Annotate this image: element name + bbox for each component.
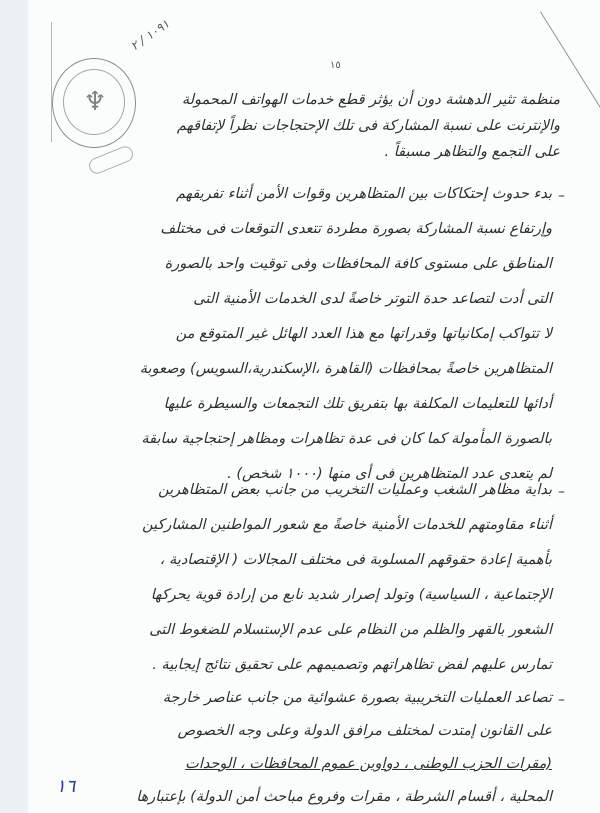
- intro-paragraph: [120, 92, 560, 172]
- text-line: لا تتواكب إمكانياتها وقدراتها مع هذا العدد الهائل غير المتوقع من: [175, 326, 552, 342]
- text-line: بداية مظاهر الشغب وعمليات التخريب من جانب بعض المتظاهرين: [158, 482, 552, 498]
- text-line: تمارس عليهم لفض تظاهراتهم وتصميمهم على تحقيق نتائج إيجابية .: [152, 657, 552, 673]
- stamp-inner-ring: [63, 69, 125, 135]
- margin-rule: [51, 22, 52, 142]
- text-line: التى أدت لتصاعد حدة التوتر خاصةً لدى الخدمات الأمنية التى: [193, 291, 552, 307]
- page-number: ١٥: [330, 60, 341, 71]
- text-line: تصاعد العمليات التخريبية بصورة عشوائية من جانب عناصر خارجة: [162, 690, 552, 706]
- text-line: على التجمع والتظاهر مسبقاً .: [384, 144, 560, 160]
- text-line: أدائها للتعليمات المكلفة بها بتفريق تلك التجمعات والسيطرة عليها: [163, 396, 552, 412]
- text-line-underlined: (مقرات الحزب الوطنى ، دواوين عموم المحافظات ، الوحدات: [185, 756, 552, 772]
- eagle-emblem-icon: ♆: [83, 87, 107, 117]
- text-line: بأهمية إعادة حقوقهم المسلوبة فى مختلف المجالات ( الإقتصادية ،: [159, 552, 552, 568]
- bullet-paragraph-3: [120, 690, 552, 810]
- text-line: المتظاهرين خاصةً بمحافظات (القاهرة ،الإسكندرية،السويس) وصعوبة: [139, 361, 552, 377]
- text-line: بدء حدوث إحتكاكات بين المتظاهرين وقوات الأمن أثناء تفريقهم: [176, 186, 552, 202]
- text-line: منظمة تثير الدهشة دون أن يؤثر قطع خدمات الهواتف المحمولة: [181, 92, 560, 108]
- text-line: والإنترنت على نسبة المشاركة فى تلك الإحتجاجات نظراً لإتفاقهم: [176, 118, 560, 134]
- bullet-paragraph-1: [120, 186, 552, 506]
- text-line: المناطق على مستوى كافة المحافظات وفى توقيت واحد بالصورة: [164, 256, 552, 272]
- bullet-paragraph-2: [120, 482, 552, 682]
- handwritten-annotation-top: ١٠٩١ / ٢: [127, 16, 172, 54]
- text-line: لم يتعدى عدد المتظاهرين فى أى منها (١٠٠٠ شخص) .: [227, 466, 552, 482]
- text-line: بالصورة المأمولة كما كان فى عدة تظاهرات ومظاهر إحتجاجية سابقة: [141, 431, 552, 447]
- text-line: أثناء مقاومتهم للخدمات الأمنية خاصةً مع شعور المواطنين المشاركين: [142, 517, 552, 533]
- text-line: الإجتماعية ، السياسية) وتولد إصرار شديد نابع من إرادة قوية يحركها: [150, 587, 552, 603]
- text-line: المحلية ، أقسام الشرطة ، مقرات وفروع مباحث أمن الدولة) بإعتبارها: [136, 789, 552, 805]
- bullet-dash: –: [558, 484, 565, 500]
- text-line: على القانون إمتدت لمختلف مرافق الدولة وعلى وجه الخصوص: [177, 723, 552, 739]
- bullet-dash: –: [558, 188, 565, 204]
- scan-margin: [0, 0, 28, 813]
- text-line: الشعور بالقهر والظلم من النظام على عدم الإستسلام للضغوط التى: [149, 622, 552, 638]
- handwritten-annotation-bottom: ١٦: [56, 776, 76, 797]
- text-line: وإرتفاع نسبة المشاركة بصورة مطردة تتعدى التوقعات فى مختلف: [160, 221, 552, 237]
- bullet-dash: –: [558, 692, 565, 708]
